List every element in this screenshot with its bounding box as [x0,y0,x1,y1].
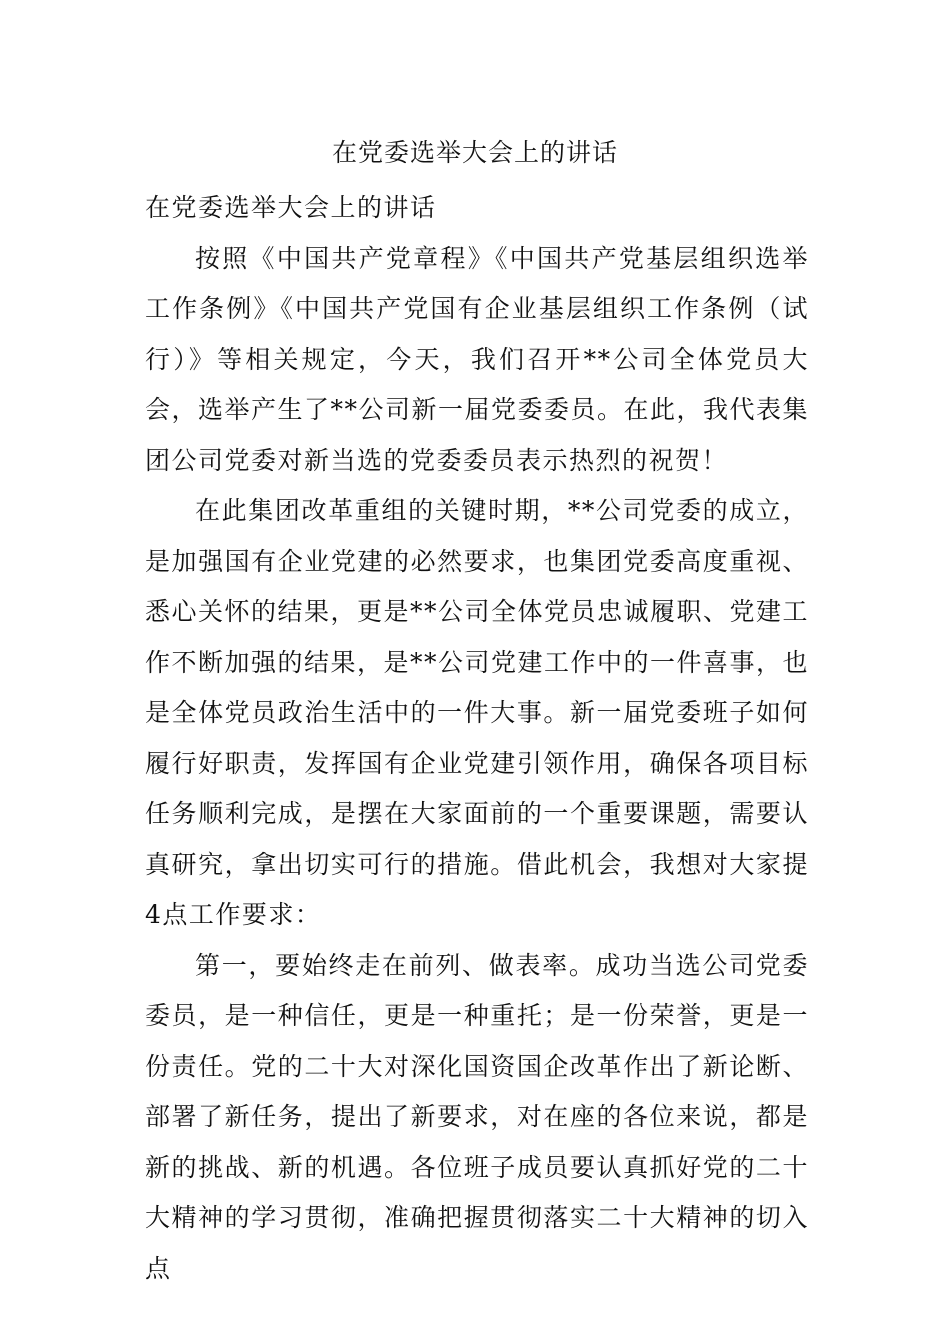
paragraph: 第一，要始终走在前列、做表率。成功当选公司党委委员，是一种信任，更是一种重托；是一份荣誉，更是一份责任。党的二十大对深化国资国企改革作出了新论断、部署了新任务，提出了新要求，对在座的各位来说，都是新的挑战、新的机遇。各位班子成员要认真抓好党的二十大精神的学习贯彻，准确把握贯彻落实二十大精神的切入点 [145,950,809,1283]
document-body [145,183,809,1294]
document-title: 在党委选举大会上的讲话 [331,138,618,167]
paragraph: 按照《中国共产党章程》《中国共产党基层组织选举工作条例》《中国共产党国有企业基层组织工作条例（试行）》等相关规定，今天，我们召开**公司全体党员大会，选举产生了**公司新一届党委委员。在此，我代表集团公司党委对新当选的党委委员表示热烈的祝贺！ [145,243,810,475]
document-subtitle: 在党委选举大会上的讲话 [145,193,437,222]
paragraph: 在此集团改革重组的关键时期，**公司党委的成立，是加强国有企业党建的必然要求，也集团党委高度重视、悉心关怀的结果，更是**公司全体党员忠诚履职、党建工作不断加强的结果，是**公司党建工作中的一件喜事，也是全体党员政治生活中的一件大事。新一届党委班子如何履行好职责，发挥国有企业党建引领作用，确保各项目标任务顺利完成，是摆在大家面前的一个重要课题，需要认真研究，拿出切实可行的措施。借此机会，我想对大家提4点工作要求： [145,496,810,929]
